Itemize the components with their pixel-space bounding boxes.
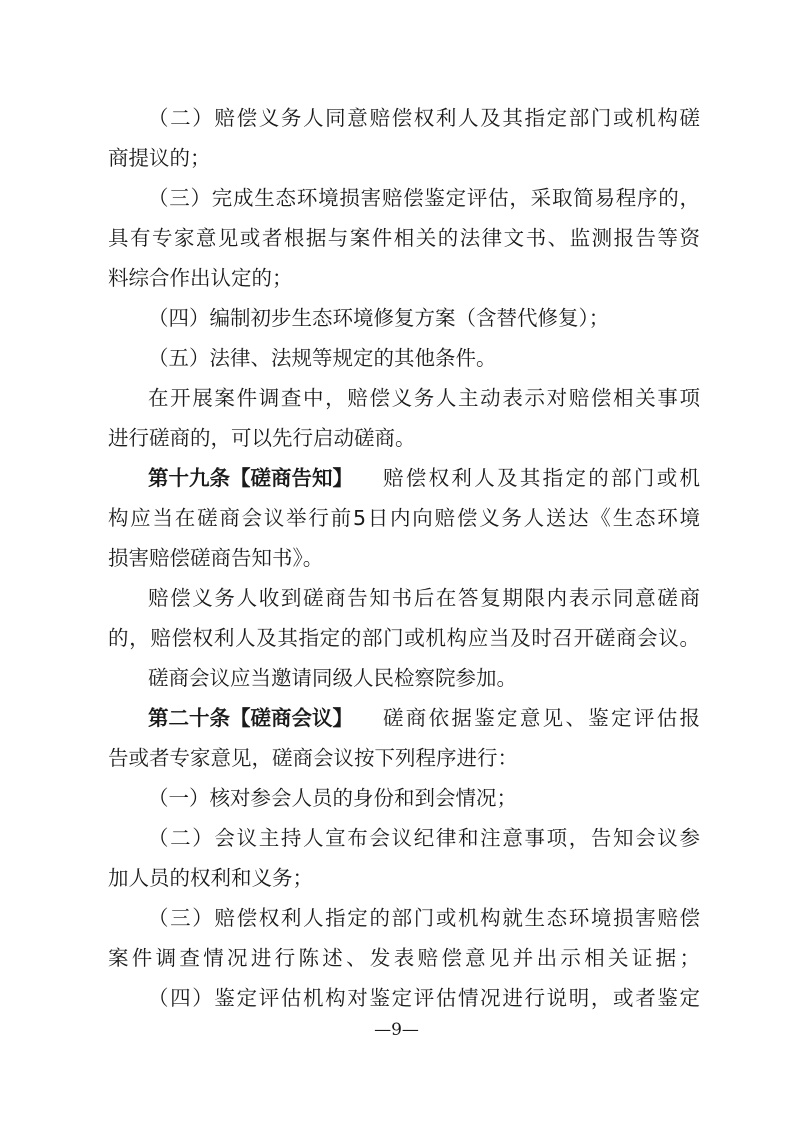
paragraph-line: 的，赔偿权利人及其指定的部门或机构应当及时召开磋商会议。 <box>108 626 700 650</box>
paragraph-line: 料综合作出认定的； <box>108 266 293 290</box>
paragraph-line: （四）编制初步生态环境修复方案（含替代修复）； <box>148 306 610 330</box>
paragraph-line: 进行磋商的，可以先行启动磋商。 <box>108 426 416 450</box>
article-20-first-line <box>148 703 700 733</box>
paragraph-line: （三）赔偿权利人指定的部门或机构就生态环境损害赔偿 <box>148 906 700 930</box>
article-20-title: 第二十条【磋商会议】 <box>148 706 353 730</box>
paragraph-line: 磋商会议应当邀请同级人民检察院参加。 <box>148 666 517 690</box>
paragraph-line: 赔偿权利人及其指定的部门或机 <box>383 466 700 490</box>
paragraph-line: （四）鉴定评估机构对鉴定评估情况进行说明，或者鉴定 <box>148 986 700 1010</box>
paragraph-line: （二）会议主持人宣布会议纪律和注意事项，告知会议参 <box>148 826 700 850</box>
article-19-title: 第十九条【磋商告知】 <box>148 466 353 490</box>
paragraph-line: 磋商依据鉴定意见、鉴定评估报 <box>383 706 700 730</box>
paragraph-line: 在开展案件调查中，赔偿义务人主动表示对赔偿相关事项 <box>148 386 700 410</box>
page-number: —9— <box>374 1020 419 1040</box>
paragraph-line: （二）赔偿义务人同意赔偿权利人及其指定部门或机构磋 <box>148 106 700 130</box>
paragraph-line: 损害赔偿磋商告知书》。 <box>108 546 324 570</box>
paragraph-line: 具有专家意见或者根据与案件相关的法律文书、监测报告等资 <box>108 226 700 250</box>
paragraph-line: 案件调查情况进行陈述、发表赔偿意见并出示相关证据； <box>108 946 700 970</box>
paragraph-line: （五）法律、法规等规定的其他条件。 <box>148 346 497 370</box>
paragraph-line: 赔偿义务人收到磋商告知书后在答复期限内表示同意磋商 <box>148 586 700 610</box>
paragraph-line: 商提议的； <box>108 146 211 170</box>
article-19-first-line <box>148 463 700 493</box>
paragraph-line: （三）完成生态环境损害赔偿鉴定评估，采取简易程序的， <box>148 186 700 210</box>
paragraph-line: 构应当在磋商会议举行前5日内向赔偿义务人送达《生态环境 <box>108 506 700 530</box>
paragraph-line: 加人员的权利和义务； <box>108 866 313 890</box>
paragraph-line: （一）核对参会人员的身份和到会情况； <box>148 786 517 810</box>
paragraph-line: 告或者专家意见，磋商会议按下列程序进行： <box>108 746 518 770</box>
